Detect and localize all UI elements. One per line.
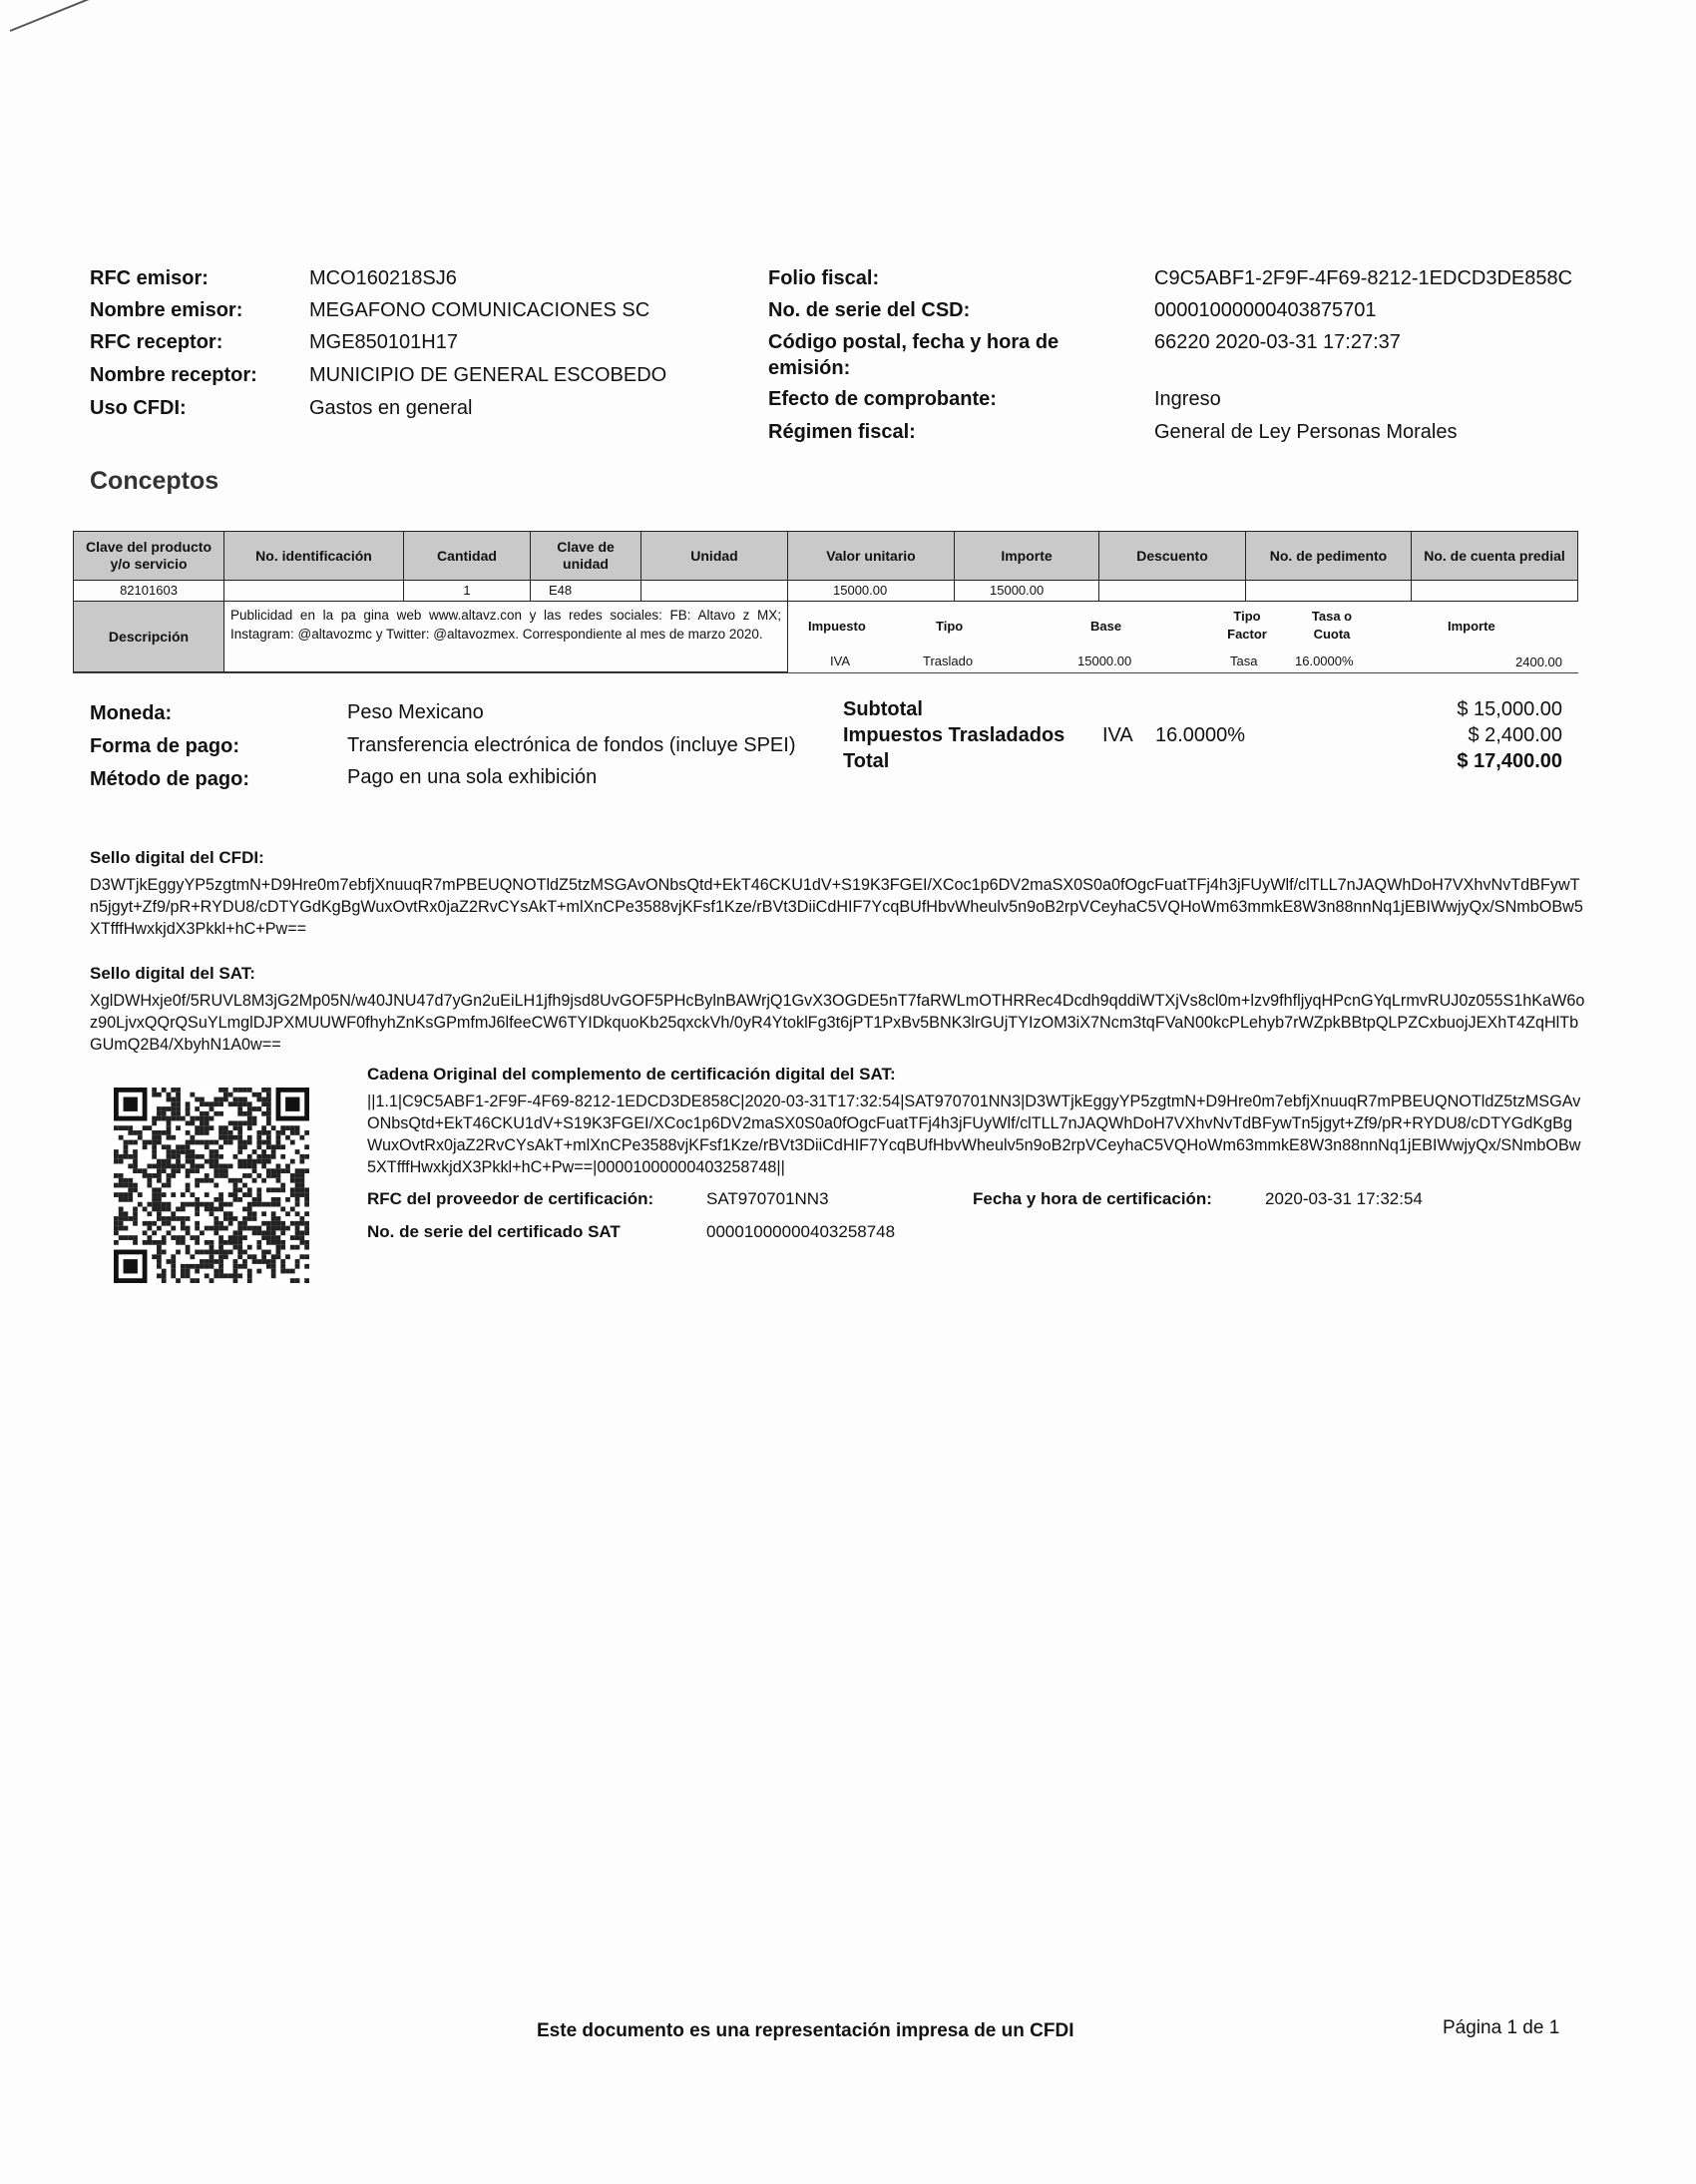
imp-h-impuesto: Impuesto xyxy=(808,619,866,634)
sello-cfdi-value: D3WTjkEggyYP5zgtmN+D9Hre0m7ebfjXnuuqR7mPBEUQNOTldZ5tzMSGAvONbsQtd+EkT46CKU1dV+S19K3FGEI/XCoc1p6DV2maSX0S0a0fOgcFuatTFj4h3jFUyWlf/clTLL7nJAQWhDoH7VXhvNvTdBFywTn5jgyt+Zf9/pR+RYDU8/cDTYGdKgBgWuxOvtRx0jaZ2RvCYsAkT+mlXnCPe3588vjKFsf1Kze/rBVt3DiiCdHIF7YcqBUfHbvWheulv5n9oB2rpVCeyhaC5VQHoWm63mmkE8W3n88nnNq1jEBIWwjyQx/SNmbOBw5XTfffHwxkjdX3Pkkl+hC+Pw== xyxy=(90,876,1583,938)
td-no-id xyxy=(223,580,404,602)
conceptos-title: Conceptos xyxy=(90,467,219,495)
descripcion-label: Descripción xyxy=(73,601,224,672)
th-clave-producto xyxy=(73,531,224,581)
th-importe: Importe xyxy=(954,531,1099,581)
td-clave-unidad: E48 xyxy=(530,580,641,602)
th-clave-line-2: y/o servicio xyxy=(110,556,188,572)
impuestos-tasa: 16.0000% xyxy=(1155,724,1246,746)
imp-tipo: Traslado xyxy=(923,654,974,668)
uso-cfdi-value: Gastos en general xyxy=(309,397,473,419)
forma-pago-label: Forma de pago: xyxy=(90,735,240,757)
pen-mark xyxy=(10,0,103,32)
cp-fecha-value: 66220 2020-03-31 17:27:37 xyxy=(1154,331,1401,353)
forma-pago-value: Transferencia electrónica de fondos (incluye SPEI) xyxy=(347,734,796,756)
rfc-emisor-value: MCO160218SJ6 xyxy=(309,267,457,289)
imp-h-importe: Importe xyxy=(1448,619,1495,634)
nombre-emisor-value: MEGAFONO COMUNICACIONES SC xyxy=(309,299,650,321)
th-clave-line-1: Clave del producto xyxy=(85,539,212,555)
td-cuenta-predial xyxy=(1411,580,1578,602)
subtotal-label: Subtotal xyxy=(843,698,923,720)
imp-impuesto: IVA xyxy=(830,654,850,668)
imp-h-base: Base xyxy=(1090,619,1122,634)
cp-fecha-label-2: emisión: xyxy=(768,357,851,379)
cadena-original-label: Cadena Original del complemento de certificación digital del SAT: xyxy=(367,1065,896,1084)
rfc-emisor-label: RFC emisor: xyxy=(90,267,209,289)
serie-sat-label: No. de serie del certificado SAT xyxy=(367,1222,621,1241)
th-clave-unidad-line-1: Clave de xyxy=(557,539,615,555)
th-clave-unidad xyxy=(530,531,641,581)
imp-tasa: 16.0000% xyxy=(1295,654,1354,668)
regimen-label: Régimen fiscal: xyxy=(768,421,916,443)
imp-h-tasa xyxy=(1297,608,1367,644)
imp-base: 15000.00 xyxy=(1077,654,1132,668)
efecto-label: Efecto de comprobante: xyxy=(768,388,997,410)
th-clave-unidad-line-2: unidad xyxy=(563,556,609,572)
serie-csd-value: 00001000000403875701 xyxy=(1154,299,1377,321)
uso-cfdi-label: Uso CFDI: xyxy=(90,397,187,419)
rfc-proveedor-value: SAT970701NN3 xyxy=(706,1189,829,1208)
regimen-value: General de Ley Personas Morales xyxy=(1154,421,1458,443)
td-pedimento xyxy=(1245,580,1412,602)
impuestos-trasladados-label: Impuestos Trasladados xyxy=(843,724,1065,746)
folio-fiscal-label: Folio fiscal: xyxy=(768,267,880,289)
td-cantidad: 1 xyxy=(403,580,531,602)
efecto-value: Ingreso xyxy=(1154,388,1221,410)
moneda-label: Moneda: xyxy=(90,702,173,724)
sello-cfdi-label: Sello digital del CFDI: xyxy=(90,848,264,867)
impuestos-value: $ 2,400.00 xyxy=(1468,724,1562,746)
total-value: $ 17,400.00 xyxy=(1457,750,1562,772)
imp-h-tipo-factor xyxy=(1217,608,1277,644)
td-importe: 15000.00 xyxy=(954,580,1099,602)
rfc-receptor-label: RFC receptor: xyxy=(90,331,223,353)
th-cantidad: Cantidad xyxy=(403,531,531,581)
th-descuento: Descuento xyxy=(1098,531,1246,581)
imp-h-tipo: Tipo xyxy=(936,619,964,634)
imp-h-tipo-factor-1: Tipo xyxy=(1233,609,1261,624)
cp-fecha-label-1: Código postal, fecha y hora de xyxy=(768,331,1060,353)
sello-sat-label: Sello digital del SAT: xyxy=(90,964,255,983)
impuestos-tipo: IVA xyxy=(1102,724,1133,746)
descripcion-value: Publicidad en la pa gina web www.altavz.con y las redes sociales: FB: Altavo z MX; Instagram: @altavozmc y Twitter: @altavozmex. Correspondiente al mes de marzo 2020. xyxy=(223,601,788,672)
nombre-receptor-label: Nombre receptor: xyxy=(90,364,257,386)
th-unidad: Unidad xyxy=(640,531,788,581)
fecha-certificacion-label: Fecha y hora de certificación: xyxy=(973,1189,1212,1208)
nombre-receptor-value: MUNICIPIO DE GENERAL ESCOBEDO xyxy=(309,364,667,386)
imp-tipo-factor: Tasa xyxy=(1230,654,1258,668)
td-descuento xyxy=(1098,580,1246,602)
th-cuenta-predial: No. de cuenta predial xyxy=(1411,531,1578,581)
th-pedimento: No. de pedimento xyxy=(1245,531,1412,581)
concepts-bottom-rule xyxy=(73,672,1578,673)
imp-h-tasa-1: Tasa o xyxy=(1311,609,1353,624)
th-no-identificacion: No. identificación xyxy=(223,531,404,581)
qr-code-icon xyxy=(110,1088,313,1283)
metodo-pago-label: Método de pago: xyxy=(90,768,249,790)
cadena-original-value: ||1.1|C9C5ABF1-2F9F-4F69-8212-1EDCD3DE858C|2020-03-31T17:32:54|SAT970701NN3|D3WTjkEggyYP5zgtmN+D9Hre0m7ebfjXnuuqR7mPBEUQNOTldZ5tzMSGAvONbsQtd+EkT46CKU1dV+S19K3FGEI/XCoc1p6DV2maSX0S0a0fOgcFuatTFj4h3jFUyWlf/clTLL7nJAQWhDoH7VXhvNvTdBFywTn5jgyt+Zf9/pR+RYDU8/cDTYGdKgBgWuxOvtRx0jaZ2RvCYsAkT+mlXnCPe3588vjKFsf1Kze/rBVt3DiiCdHIF7YcqBUfHbvWheulv5n9oB2rpVCeyhaC5VQHoWm63mmkE8W3n88nnNq1jEBIWwjyQx/SNmbOBw5XTfffHwxkjdX3Pkkl+hC+Pw==|00001000000403258748|| xyxy=(367,1092,1581,1176)
imp-importe: 2400.00 xyxy=(1515,655,1562,669)
page-number: Página 1 de 1 xyxy=(1443,2017,1560,2038)
fecha-certificacion-value: 2020-03-31 17:32:54 xyxy=(1265,1189,1423,1208)
td-unidad xyxy=(640,580,788,602)
footer-leyenda: Este documento es una representación impresa de un CFDI xyxy=(537,2020,1074,2041)
imp-h-tasa-2: Cuota xyxy=(1313,627,1351,642)
total-label: Total xyxy=(843,750,890,772)
td-clave: 82101603 xyxy=(73,580,224,602)
subtotal-value: $ 15,000.00 xyxy=(1457,698,1562,720)
serie-sat-value: 00001000000403258748 xyxy=(706,1222,896,1241)
metodo-pago-value: Pago en una sola exhibición xyxy=(347,766,598,788)
serie-csd-label: No. de serie del CSD: xyxy=(768,299,971,321)
sello-sat-value: XglDWHxje0f/5RUVL8M3jG2Mp05N/w40JNU47d7yGn2uEiLH1jfh9jsd8UvGOF5PHcBylnBAWrjQ1GvX3OGDE5nT7faRWLmOTHRRec4Dcdh9qddiWTXjVs8cl0m+lzv9fhfljyqHPcnGYqLrmvRUJ0z055S1hKaW6oz90LjvxQQrQSuYLmglDJPXMUUWF0fhyhZnKsGPmfmJ6lfeeCW6TYIDkquoKb25qxckVh/0yR4YtoklFg3t6jPT1PxBv5BNK3lrGUjTYIzOM3iX7Ncm3tqFVaN00kcPLehyb7rWZpkBBtpQLPZCxbuojJEXhT4ZqHlTbGUmQ2B4/XbyhN1A0w== xyxy=(90,992,1585,1054)
moneda-value: Peso Mexicano xyxy=(347,701,484,723)
imp-h-tipo-factor-2: Factor xyxy=(1227,627,1267,642)
nombre-emisor-label: Nombre emisor: xyxy=(90,299,243,321)
rfc-receptor-value: MGE850101H17 xyxy=(309,331,458,353)
rfc-proveedor-label: RFC del proveedor de certificación: xyxy=(367,1189,654,1208)
td-valor-unitario: 15000.00 xyxy=(787,580,955,602)
folio-fiscal-value: C9C5ABF1-2F9F-4F69-8212-1EDCD3DE858C xyxy=(1154,267,1573,289)
th-valor-unitario: Valor unitario xyxy=(787,531,955,581)
